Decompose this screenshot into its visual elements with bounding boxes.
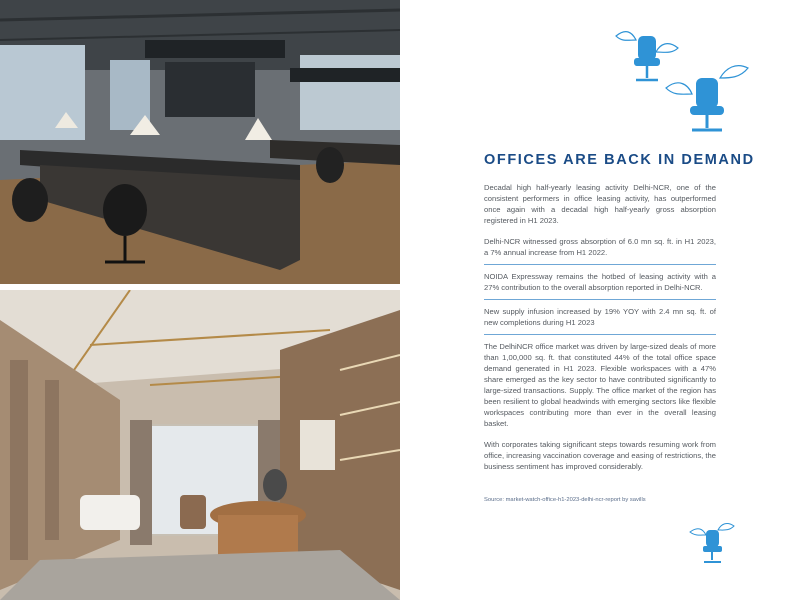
flying-chair-icon [688, 518, 736, 568]
article-body [484, 182, 716, 472]
paragraph: Delhi-NCR witnessed gross absorption of 6.0 mn sq. ft. in H1 2023, a 7% annual increase from H1 2022. [484, 237, 716, 257]
page-title: OFFICES ARE BACK IN DEMAND [484, 152, 755, 168]
divider [484, 264, 716, 265]
paragraph: Decadal high half-yearly leasing activity Delhi-NCR, one of the consistent performers in office leasing activity, has outperformed once again with a decadal high half-yearly gross absorption registered in H1 2023. [484, 183, 716, 225]
executive-office-photo [0, 290, 400, 600]
paragraph: NOIDA Expressway remains the hotbed of leasing activity with a 27% contribution to the overall absorption reported in Delhi-NCR. [484, 272, 716, 292]
divider [484, 334, 716, 335]
executive-office-illustration [0, 290, 400, 600]
open-office-illustration [0, 0, 400, 284]
open-office-photo [0, 0, 400, 284]
paragraph: New supply infusion increased by 19% YOY with 2.4 mn sq. ft. of new completions during H1 2023 [484, 307, 716, 327]
paragraph: The DelhiNCR office market was driven by large-sized deals of more than 1,00,000 sq. ft. that constituted 44% of the total office space demand generated in H1 2023. Flexible workspaces with a 47% share emerged as the key sector to have contributed significantly to large-sized transactions. Supply. The office market of the region has been resilient to global headwinds with emerging sectors like flexible workspaces contributing more than ever in the overall leasing basket. [484, 342, 716, 428]
source-citation: Source: market-watch-office-h1-2023-delhi-ncr-report by savills [484, 497, 646, 503]
paragraph: With corporates taking significant steps towards resuming work from office, increasing vaccination coverage and easing of restrictions, the business sentiment has improved considerably. [484, 440, 716, 471]
flying-chair-icon [662, 58, 752, 140]
divider [484, 299, 716, 300]
